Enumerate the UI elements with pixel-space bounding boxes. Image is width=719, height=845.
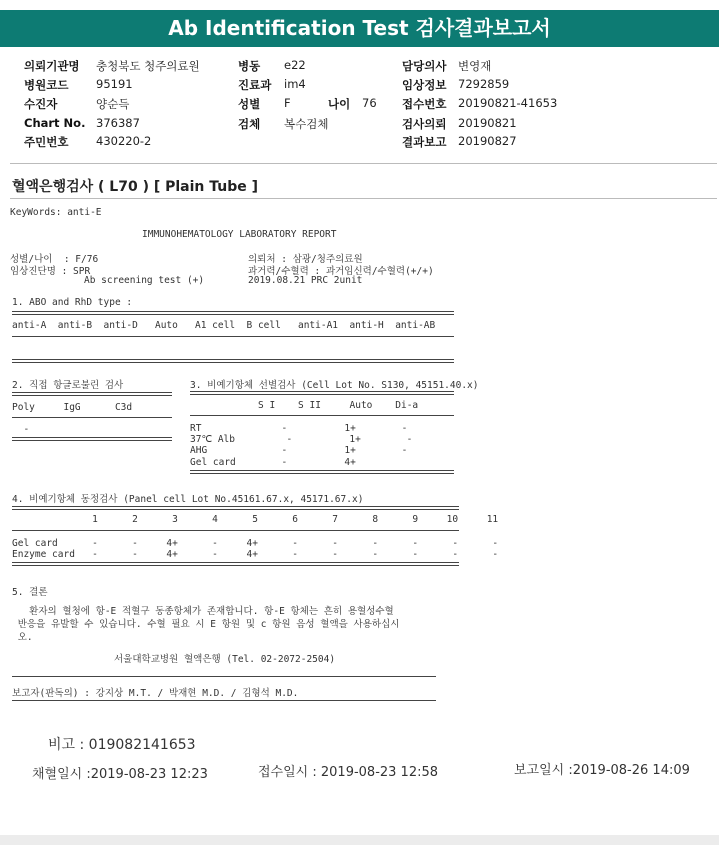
field-value: e22 — [284, 58, 306, 72]
screen-row: 37℃ Alb - 1+ - — [190, 434, 413, 445]
field-label: 병동 — [238, 59, 261, 73]
abo-columns: anti-A anti-B anti-D Auto A1 cell B cell anti-A1 anti-H anti-AB — [12, 320, 436, 331]
history: 과거력/수혈력 : 과거임신력/수혈력(+/+) — [248, 266, 434, 277]
field-label: 접수번호 — [402, 97, 447, 111]
field-value: 20190827 — [458, 134, 517, 148]
hospital-code-field — [24, 77, 133, 93]
rule — [190, 391, 454, 395]
specimen-field — [238, 116, 329, 132]
chart-no-field — [24, 116, 140, 130]
field-label: 나이 — [328, 97, 351, 111]
header-divider — [10, 163, 717, 164]
rule — [12, 311, 454, 315]
note: 비고 : 019082141653 — [48, 737, 196, 753]
field-value: F — [284, 96, 291, 110]
patient-field — [24, 96, 130, 112]
field-value: 20190821 — [458, 116, 517, 130]
sex-field — [238, 96, 291, 112]
screen-row: AHG - 1+ - — [190, 445, 408, 456]
field-label: 성별 — [238, 97, 261, 111]
ward-field — [238, 58, 306, 74]
conclusion-line: 반응을 유발할 수 있습니다. 수혈 필요 시 E 항원 및 c 항원 음성 혈액을 사용하십시 — [12, 619, 400, 630]
conclusion-title: 5. 결론 — [12, 587, 48, 598]
field-label: 의뢰기관명 — [24, 59, 80, 73]
blood-bank: 서울대학교병원 혈액은행 (Tel. 02-2072-2504) — [114, 654, 336, 665]
report-date-field — [402, 134, 517, 150]
rule — [12, 506, 459, 510]
field-value: 충청북도 청주의료원 — [96, 59, 200, 73]
field-label: 진료과 — [238, 78, 272, 92]
dept-field — [238, 77, 306, 93]
screen-title: 3. 비예기항체 선별검사 (Cell Lot No. S130, 45151.40.x) — [190, 380, 479, 391]
rule — [12, 392, 172, 396]
rule — [12, 700, 436, 701]
report-title: Ab Identification Test 검사결과보고서 — [0, 10, 719, 47]
field-label: 담당의사 — [402, 59, 447, 73]
rule — [12, 562, 459, 566]
field-value: 430220-2 — [96, 134, 152, 148]
conclusion-line: 오. — [12, 632, 33, 643]
transfusion: 2019.08.21 PRC 2unit — [248, 275, 363, 286]
panel-row: Enzyme card - - 4+ - 4+ - - - - - - — [12, 549, 499, 560]
resident-no-field — [24, 134, 152, 150]
field-label: 주민번호 — [24, 135, 69, 149]
field-label: 검사의뢰 — [402, 117, 447, 131]
abo-title: 1. ABO and RhD type : — [12, 297, 133, 308]
screening-summary: Ab screening test (+) — [84, 275, 205, 286]
receive-time: 접수일시 : 2019-08-23 12:58 — [258, 765, 439, 780]
hospital-field — [24, 58, 200, 74]
sex-age: 성별/나이 : F/76 — [10, 254, 99, 265]
dat-title: 2. 직접 항글로불린 검사 — [12, 380, 124, 391]
age-field — [328, 96, 377, 112]
rule — [12, 676, 436, 677]
field-label: Chart No. — [24, 116, 86, 130]
field-label: 결과보고 — [402, 135, 447, 149]
dat-columns: Poly IgG C3d — [12, 402, 133, 413]
collect-time: 채혈일시 :2019-08-23 12:23 — [32, 767, 208, 782]
panel-columns: 1 2 3 4 5 6 7 8 9 10 11 — [12, 514, 499, 525]
screen-row: Gel card - 4+ — [190, 457, 356, 468]
field-value: 376387 — [96, 116, 140, 130]
field-value: 복수검체 — [284, 117, 329, 131]
field-value: 7292859 — [458, 77, 510, 91]
section-title: 혈액은행검사 ( L70 ) [ Plain Tube ] — [12, 179, 259, 195]
rule — [12, 530, 459, 531]
field-value: 변영재 — [458, 59, 492, 73]
report-time: 보고일시 :2019-08-26 14:09 — [514, 763, 690, 778]
screen-columns: S I S II Auto Di-a — [258, 400, 419, 411]
field-value: im4 — [284, 77, 306, 91]
diagnosis: 임상진단명 : SPR — [10, 266, 91, 277]
rule — [190, 470, 454, 474]
field-label: 검체 — [238, 117, 261, 131]
panel-row: Gel card - - 4+ - 4+ - - - - - - — [12, 538, 499, 549]
panel-title: 4. 비예기항체 동정검사 (Panel cell Lot No.45161.67.x, 45171.67.x) — [12, 494, 364, 505]
conclusion-line: 환자의 혈청에 항-E 적혈구 동종항체가 존재합니다. 항-E 항체는 흔히 용혈성수혈 — [12, 606, 394, 617]
doctor-field — [402, 58, 492, 74]
field-value: 양순득 — [96, 97, 130, 111]
field-label: 임상정보 — [402, 78, 447, 92]
rule — [12, 359, 454, 363]
rule — [12, 336, 454, 337]
field-value: 95191 — [96, 77, 133, 91]
lab-title: IMMUNOHEMATOLOGY LABORATORY REPORT — [142, 229, 337, 240]
rule — [12, 437, 172, 441]
field-label: 병원코드 — [24, 78, 69, 92]
clinical-field — [402, 77, 510, 93]
keywords: KeyWords: anti-E — [10, 207, 102, 218]
dat-values: - — [12, 424, 30, 435]
reporters: 보고자(판독의) : 강지상 M.T. / 박재현 M.D. / 김형석 M.D. — [12, 688, 299, 699]
rule — [12, 417, 172, 418]
section-divider — [10, 198, 717, 199]
requester: 의뢰처 : 삼광/청주의료원 — [248, 254, 363, 265]
screen-row: RT - 1+ - — [190, 423, 408, 434]
field-value: 76 — [362, 96, 377, 110]
rule — [190, 415, 454, 416]
field-label: 수진자 — [24, 97, 58, 111]
receipt-no-field — [402, 96, 558, 112]
field-value: 20190821-41653 — [458, 96, 558, 110]
request-date-field — [402, 116, 517, 132]
